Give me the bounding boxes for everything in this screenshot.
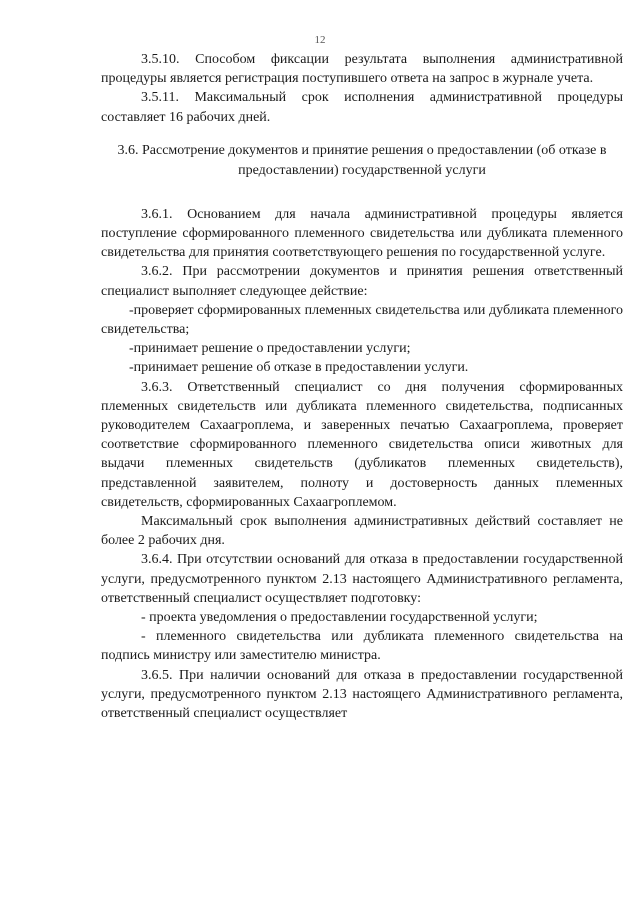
list-item: -принимает решение о предоставлении услуги; [129, 341, 411, 357]
paragraph-3-5-10: 3.5.10. Способом фиксации результата выполнения административной процедуры является регистрация поступившего ответа на запрос в журнале учета. [101, 52, 623, 87]
list-item: - проекта уведомления о предоставлении государственной услуги; [141, 610, 538, 626]
paragraph-3-5-11: 3.5.11. Максимальный срок исполнения административной процедуры составляет 16 рабочих дней. [101, 90, 623, 125]
paragraph-3-6-5: 3.6.5. При наличии оснований для отказа в предоставлении государственной услуги, предусмотренного пунктом 2.13 настоящего Административного регламента, ответственный специалист осуществляет [101, 667, 623, 722]
section-heading-3-6: 3.6. Рассмотрение документов и принятие решения о предоставлении (об отказе в предоставлении) государственной услуги [117, 142, 607, 178]
paragraph-3-6-2: 3.6.2. При рассмотрении документов и принятия решения ответственный специалист выполняет следующее действие: [101, 264, 623, 299]
list-item: -принимает решение об отказе в предоставлении услуги. [129, 360, 469, 376]
document-body [101, 50, 623, 723]
paragraph-max-term: Максимальный срок выполнения административных действий составляет не более 2 рабочих дня. [101, 514, 623, 549]
paragraph-3-6-4: 3.6.4. При отсутствии оснований для отказа в предоставлении государственной услуги, предусмотренного пунктом 2.13 настоящего Административного регламента, ответственный специалист осуществляет подготовку: [101, 552, 623, 606]
list-item: - племенного свидетельства или дубликата племенного свидетельства на подпись министру или заместителю министра. [101, 629, 623, 664]
list-item: -проверяет сформированных племенных свидетельства или дубликата племенного свидетельства; [101, 302, 623, 338]
paragraph-3-6-1: 3.6.1. Основанием для начала административной процедуры является поступление сформированного племенного свидетельства или дубликата племенного свидетельства для принятия соответствующего решения по государственной услуге. [101, 206, 623, 261]
page-number: 12 [314, 34, 326, 46]
paragraph-3-6-3: 3.6.3. Ответственный специалист со дня получения сформированных племенных свидетельств или дубликата племенного свидетельства, подписанных руководителем Сахаагроплема, и заверенных печатью Сахаагроплема, проверяет соответствие сформированного племенного свидетельства описи животных для выдачи племенных свидетельств (дубликатов племенных свидетельств), представленной заявителем, полноту и достоверность данных племенных свидетельств, сформированных Сахаагроплемом. [101, 379, 623, 510]
